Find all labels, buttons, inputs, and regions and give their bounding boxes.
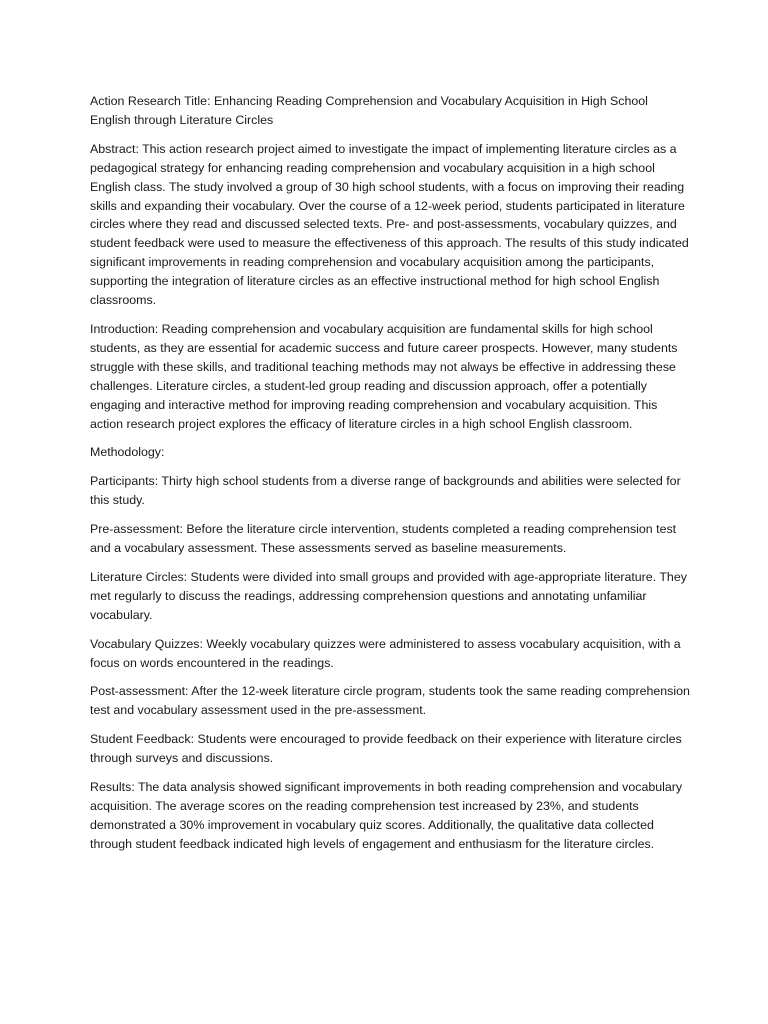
abstract-paragraph: Abstract: This action research project aimed to investigate the impact of implementing literature circles as a pedagogical strategy for enhancing reading comprehension and vocabulary acquisition in a high school English class. The study involved a group of 30 high school students, with a focus on improving their reading skills and expanding their vocabulary. Over the course of a 12-week period, students participated in literature circles where they read and discussed selected texts. Pre- and post-assessments, vocabulary quizzes, and student feedback were used to measure the effectiveness of this approach. The results of this study indicated significant improvements in reading comprehension and vocabulary acquisition among the participants, supporting the integration of literature circles as an effective instructional method for high school English classrooms. (90, 141, 689, 308)
post-assessment-paragraph: Post-assessment: After the 12-week literature circle program, students took the same reading comprehension test and vocabulary assessment used in the pre-assessment. (90, 684, 690, 718)
vocabulary-quizzes-paragraph: Vocabulary Quizzes: Weekly vocabulary quizzes were administered to assess vocabulary acquisition, with a focus on words encountered in the readings. (90, 636, 681, 670)
pre-assessment-paragraph: Pre-assessment: Before the literature circle intervention, students completed a reading comprehension test and a vocabulary assessment. These assessments served as baseline measurements. (90, 522, 677, 556)
research-title: Action Research Title: Enhancing Reading Comprehension and Vocabulary Acquisition in High School English through Literature Circles (90, 94, 648, 127)
document-page (90, 92, 690, 864)
participants-paragraph: Participants: Thirty high school students from a diverse range of backgrounds and abilities were selected for this study. (90, 474, 681, 508)
methodology-heading: Methodology: (90, 445, 165, 460)
introduction-paragraph: Introduction: Reading comprehension and vocabulary acquisition are fundamental skills for high school students, as they are essential for academic success and future career prospects. However, many students struggle with these skills, and traditional teaching methods may not always be effective in addressing these challenges. Literature circles, a student-led group reading and discussion approach, offer a potentially engaging and interactive method for improving reading comprehension and vocabulary acquisition. This action research project explores the efficacy of literature circles in a high school English classroom. (90, 321, 678, 431)
student-feedback-paragraph: Student Feedback: Students were encouraged to provide feedback on their experience with literature circles through surveys and discussions. (90, 732, 682, 766)
results-paragraph: Results: The data analysis showed significant improvements in both reading comprehension and vocabulary acquisition. The average scores on the reading comprehension test increased by 23%, and students demonstrated a 30% improvement in vocabulary quiz scores. Additionally, the qualitative data collected through student feedback indicated high levels of engagement and enthusiasm for the literature circles. (90, 780, 683, 851)
literature-circles-paragraph: Literature Circles: Students were divided into small groups and provided with age-appropriate literature. They met regularly to discuss the readings, addressing comprehension questions and annotating unfamiliar vocabulary. (90, 569, 687, 622)
